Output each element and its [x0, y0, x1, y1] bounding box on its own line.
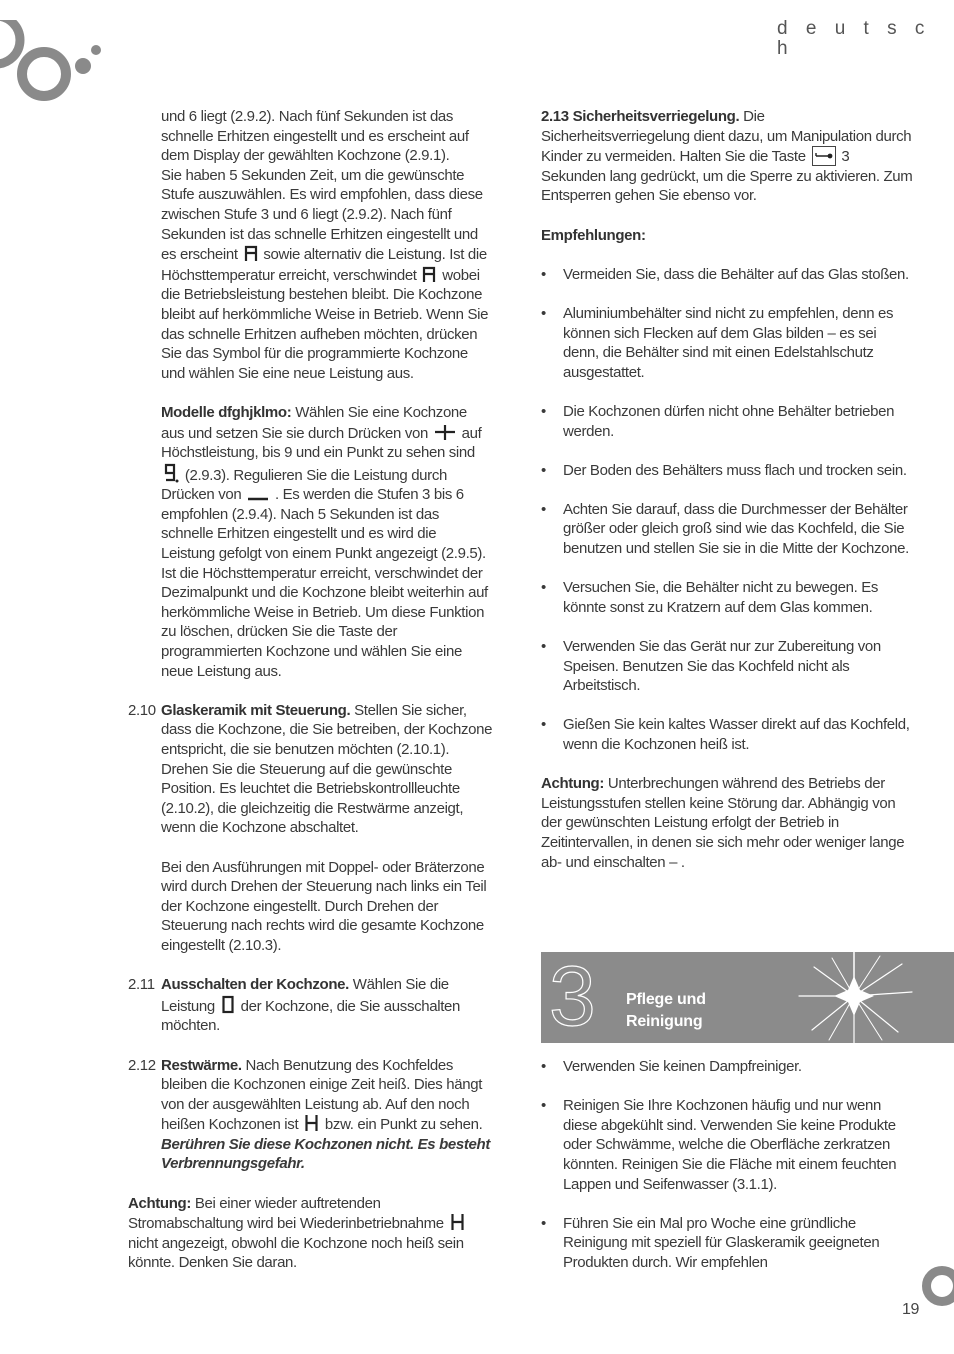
list-item: • Achten Sie darauf, dass die Durchmesser der Behälter größer oder gleich groß sind wie das Kochfeld, die Sie benutzen und stellen Sie sie in die Mitte der Kochzone.: [541, 500, 913, 559]
paragraph: Bei den Ausführungen mit Doppel- oder Bräterzone wird durch Drehen der Steuerung nach links ein Teil der Kochzone eingestellt. Durch Drehen der Steuerung nach rechts wird die gesamte Kochzone eingestellt (2.10.3).: [161, 858, 487, 954]
list-item: • Aluminiumbehälter sind nicht zu empfehlen, denn es können sich Flecken auf dem Glas bilden – es sei denn, die Behälter sind mit einen Edelstahlschutz ausgestattet.: [541, 304, 913, 382]
recommendations-heading: Empfehlungen:: [541, 226, 646, 244]
display-a-icon: [422, 265, 436, 283]
display-zero-icon: [221, 995, 235, 1014]
care-column: [541, 1057, 913, 1292]
achtung-note: [128, 1194, 493, 1273]
section-number: 2.10: [128, 701, 156, 719]
care-list: [541, 1057, 913, 1273]
achtung-label: Achtung:: [541, 775, 605, 793]
recommendations-list: [541, 265, 913, 755]
display-a-icon: [244, 244, 258, 262]
brand-logo: [0, 20, 110, 104]
display-h-icon: [450, 1213, 465, 1231]
section-title: Ausschalten der Kochzone.: [161, 976, 349, 994]
text-fragment: Nach Benutzung des Kochfeldes bleiben die Kochzonen einige Zeit heiß. Dies hängt von der ausgewählten Leistung ab. Auf den noch heißen Kochzonen ist: [161, 1056, 483, 1134]
section-number-large: 3: [549, 952, 596, 1043]
text-fragment: Bei einer wieder auftretenden Stromabschaltung wird bei Wiederinbetriebnahme: [128, 1194, 444, 1233]
text-fragment: bzw. ein Punkt zu sehen.: [324, 1116, 483, 1134]
paragraph: [128, 403, 493, 681]
achtung-note: [541, 774, 913, 872]
text-fragment: sowie alternativ die Leistung. Ist die Höchsttemperatur erreicht, verschwindet: [161, 246, 487, 284]
text-fragment: der Kochzone, die Sie ausschalten möchten.: [161, 997, 461, 1035]
section-banner: [541, 952, 954, 1043]
list-item: • Verwenden Sie keinen Dampfreiniger.: [541, 1057, 913, 1077]
list-item: • Vermeiden Sie, dass die Behälter auf das Glas stoßen.: [541, 265, 913, 285]
text-fragment: Die Sicherheitsverriegelung dient dazu, um Manipulation durch Kinder zu vermeiden. Halten Sie die Taste: [541, 108, 912, 166]
list-item: • Versuchen Sie, die Behälter nicht zu bewegen. Es könnte sonst zu Kratzern auf dem Glas kommen.: [541, 578, 913, 617]
list-item: • Der Boden des Behälters muss flach und trocken sein.: [541, 461, 913, 481]
achtung-label: Achtung:: [128, 1194, 192, 1212]
section-number: 2.12: [128, 1056, 156, 1074]
text-fragment: auf Höchstleistung, bis 9 und ein Punkt zu sehen sind: [161, 424, 482, 462]
models-label: Modelle dfghjklmo:: [161, 403, 292, 421]
display-h-icon: [304, 1114, 319, 1132]
list-item: • Die Kochzonen dürfen nicht ohne Behälter betrieben werden.: [541, 402, 913, 441]
language-label: d e u t s c h: [777, 18, 931, 59]
recommendations-title: [541, 226, 913, 246]
text-fragment: nicht angezeigt, obwohl die Kochzone noch heiß sein könnte. Denken Sie daran.: [128, 1234, 464, 1272]
list-item: • Gießen Sie kein kaltes Wasser direkt auf das Kochfeld, wenn die Kochzonen heiß ist.: [541, 715, 913, 754]
text-fragment: 3 Sekunden lang gedrückt, um die Sperre zu aktivieren. Zum Entsperren gehen Sie ebenso vor.: [541, 148, 913, 205]
text-fragment: Stellen Sie sicher, dass die Kochzone, die Sie betreiben, der Kochzone entspricht, die sie benutzen möchten (2.10.1). Drehen Sie die Steuerung auf die gewünschte Position. Es leuchtet die Betriebskontrollleuchte (2.10.2), die gleichzeitig die Restwärme anzeigt, wenn die Kochzone abschaltet.: [161, 701, 493, 837]
corner-ring-decoration: [922, 1266, 954, 1306]
section-2-10: [128, 701, 493, 838]
text-fragment: Wählen Sie eine Kochzone aus und setzen Sie sie durch Drücken von: [161, 403, 467, 442]
paragraph: [128, 166, 493, 384]
text-fragment: . Es werden die Stufen 3 bis 6 empfohlen (2.9.4). Nach 5 Sekunden ist das schnelle Erhitzen eingestellt und es wird die Leistung gefolgt von einem Punkt angezeigt (2.9.5). Ist die Höchsttemperatur erreicht, verschwindet der Dezimalpunkt und die Kochzone bleibt weiterhin auf herkömmliche Weise in Betrieb. Um diese Funktion zu löschen, drücken Sie die Taste der programmierten Kochzone und wählen Sie eine neue Leistung aus.: [161, 486, 488, 680]
section-title: Restwärme.: [161, 1056, 242, 1074]
plus-icon: [434, 423, 456, 441]
paragraph: und 6 liegt (2.9.2). Nach fünf Sekunden ist das schnelle Erhitzen eingestellt und es erscheint auf dem Display der gewählten Kochzone (2.9.1).: [161, 108, 469, 165]
section-title: 2.13 Sicherheitsverriegelung.: [541, 108, 740, 125]
lock-key-icon: [812, 146, 836, 166]
page-number: 19: [902, 1301, 920, 1318]
list-item: • Reinigen Sie Ihre Kochzonen häufig und nur wenn diese abgekühlt sind. Verwenden Sie keine Produkte oder Schwämme, welche die Oberfläche zerkratzen könnten. Reinigen Sie die Fläche mit einem feuchten Lappen und Seifenwasser (3.1.1).: [541, 1096, 913, 1194]
left-column: [128, 107, 493, 1293]
section-title: Glaskeramik mit Steuerung.: [161, 701, 351, 719]
section-number: 2.11: [128, 976, 155, 994]
section-2-12: [128, 1056, 493, 1175]
text-fragment: wobei die Betriebsleistung bestehen bleibt. Die Kochzone bleibt auf herkömmliche Weise in Betrieb. Wenn Sie das schnelle Erhitzen aufheben möchten, drücken Sie das Symbol für die programmierte Kochzone und wählen Sie eine neue Leistung aus.: [161, 266, 489, 382]
display-nine-icon: [163, 463, 179, 483]
minus-icon: [247, 488, 269, 502]
section-2-13: [541, 107, 913, 206]
warning-text: Berühren Sie diese Kochzonen nicht. Es besteht Verbrennungsgefahr.: [161, 1135, 490, 1173]
list-item: • Führen Sie ein Mal pro Woche eine gründliche Reinigung mit speziell für Glaskeramik geeigneten Produkten durch. Wir empfehlen: [541, 1214, 913, 1273]
section-2-11: [128, 975, 493, 1036]
right-column: [541, 107, 913, 892]
text-fragment: (2.9.3). Regulieren Sie die Leistung durch Drücken von: [161, 466, 447, 504]
text-fragment: Wählen Sie die Leistung: [161, 976, 449, 1015]
section-banner-title: Pflege und Reinigung: [626, 991, 706, 1030]
text-fragment: Sie haben 5 Sekunden Zeit, um die gewünschte Stufe auszuwählen. Es wird empfohlen, dass diese zwischen Stufe 3 und 6 liegt (2.9.2). Nach fünf Sekunden ist das schnelle Erhitzen eingestellt und es erscheint: [161, 166, 483, 264]
text-fragment: Unterbrechungen während des Betriebs der Leistungsstufen stellen keine Störung dar. Abhängig von der gewünschten Leistung erfolgt der Betrieb in Zeitintervallen, in denen sie sich mehr oder weniger lange ab- und einschalten – .: [541, 775, 905, 871]
list-item: • Verwenden Sie das Gerät nur zur Zubereitung von Speisen. Benutzen Sie das Kochfeld nicht als Arbeitstisch.: [541, 637, 913, 696]
sparkle-icon: [794, 952, 914, 1043]
